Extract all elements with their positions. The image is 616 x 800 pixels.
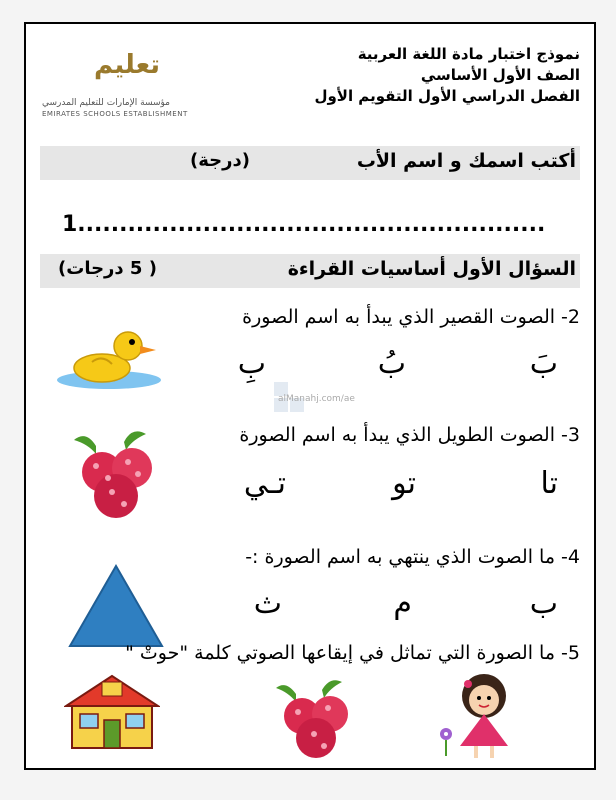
question-2: 2- الصوت القصير الذي يبدأ به اسم الصورة <box>242 306 580 328</box>
triangle-icon <box>68 564 164 648</box>
section-reading-band <box>40 254 580 288</box>
question-3: 3- الصوت الطويل الذي يبدأ به اسم الصورة <box>239 424 580 446</box>
section-name-band <box>40 146 580 180</box>
question-2-options <box>206 346 566 386</box>
question-3-options <box>206 466 566 506</box>
girl-icon[interactable] <box>432 670 528 760</box>
q3-option-2[interactable]: تو <box>392 466 416 501</box>
q2-option-1[interactable]: بَ <box>529 346 558 381</box>
q3-option-3[interactable]: تـي <box>243 466 286 501</box>
worksheet <box>24 22 596 770</box>
raspberry-icon[interactable] <box>270 676 362 760</box>
question-4: 4- ما الصوت الذي ينتهي به اسم الصورة :- <box>245 546 580 568</box>
duck-icon <box>54 324 164 392</box>
house-icon[interactable] <box>64 672 160 752</box>
section-name-title: أكتب اسمك و اسم الأب <box>356 150 576 172</box>
section-name-grade: (درجة) <box>190 150 250 171</box>
q2-option-2[interactable]: بُ <box>377 346 406 381</box>
q4-option-3[interactable]: ث <box>253 586 282 621</box>
q4-option-1[interactable]: ب <box>529 586 558 621</box>
q3-option-1[interactable]: تا <box>540 466 558 501</box>
worksheet-header <box>314 44 580 107</box>
ministry-logo <box>38 46 198 126</box>
header-line-3: الفصل الدراسي الأول التقويم الأول <box>314 87 580 105</box>
logo-wordmark: تعليم <box>94 50 161 80</box>
q2-option-3[interactable]: بِ <box>237 346 266 381</box>
logo-arabic-text: مؤسسة الإمارات للتعليم المدرسي <box>42 98 170 108</box>
watermark-text: alManahj.com/ae <box>278 394 355 404</box>
logo-english-text: EMIRATES SCHOOLS ESTABLISHMENT <box>42 110 188 118</box>
name-answer-line[interactable]: 1........................................................ <box>62 212 546 237</box>
raspberry-icon <box>66 426 170 522</box>
question-4-options <box>206 586 566 626</box>
header-line-2: الصف الأول الأساسي <box>420 66 580 84</box>
q4-option-2[interactable]: م <box>393 586 412 621</box>
question-5: 5- ما الصورة التي تماثل في إيقاعها الصوتي كلمة "حوتْ " <box>125 642 580 664</box>
section-reading-grade: ( 5 درجات) <box>58 258 157 279</box>
header-line-1: نموذج اختبار مادة اللغة العربية <box>357 45 580 63</box>
section-reading-title: السؤال الأول أساسيات القراءة <box>287 258 576 280</box>
